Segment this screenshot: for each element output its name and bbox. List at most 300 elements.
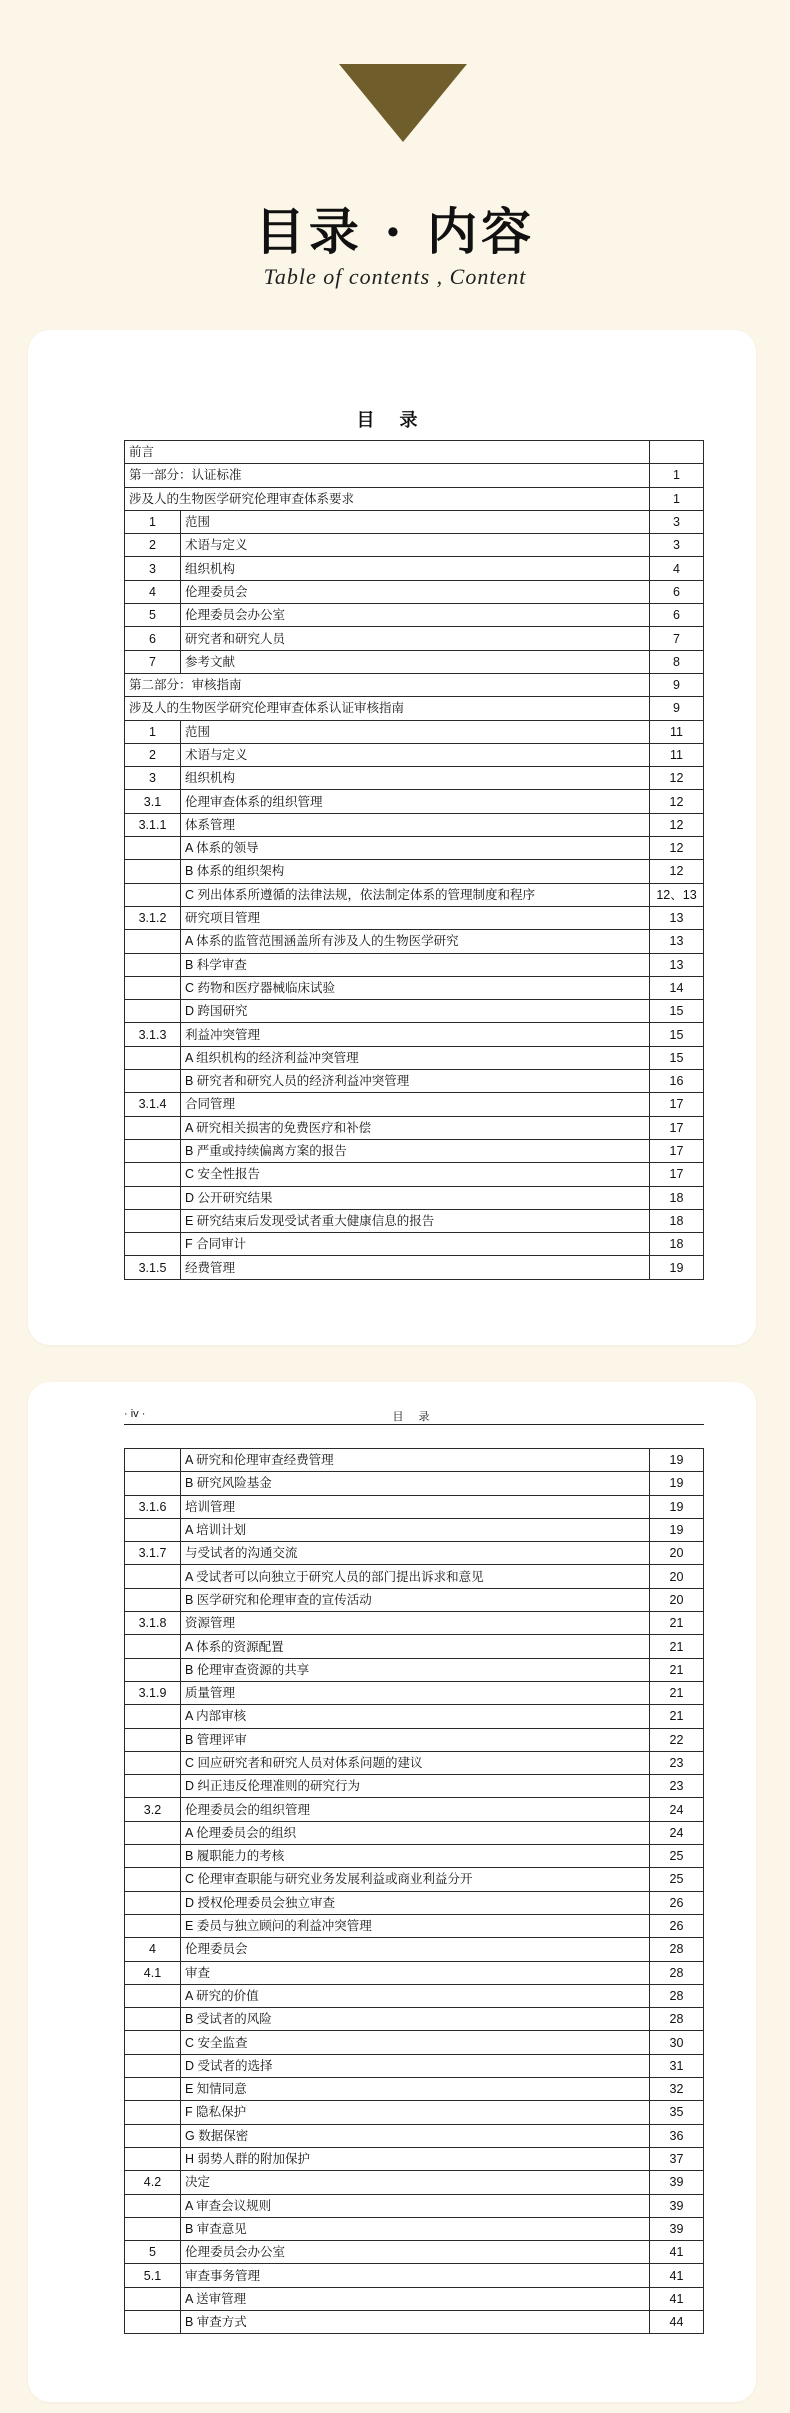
toc-entry-number [125, 2124, 181, 2147]
toc-entry-title: 范围 [181, 720, 650, 743]
toc-entry-title: A 审查会议规则 [181, 2194, 650, 2217]
toc-entry-title: 资源管理 [181, 1612, 650, 1635]
toc-entry-title: F 合同审计 [181, 1233, 650, 1256]
toc-entry-number: 3.1.6 [125, 1495, 181, 1518]
toc-entry-title: A 伦理委员会的组织 [181, 1821, 650, 1844]
toc-entry-title: 合同管理 [181, 1093, 650, 1116]
toc-entry-page: 15 [650, 1000, 704, 1023]
toc-row [125, 510, 704, 533]
toc-entry-title: E 知情同意 [181, 2078, 650, 2101]
toc-entry-page: 24 [650, 1798, 704, 1821]
toc-entry-number: 3.1.1 [125, 813, 181, 836]
toc-entry-title: 第一部分：认证标准 [125, 464, 650, 487]
toc-page-card-1 [28, 330, 756, 1345]
toc-row [125, 580, 704, 603]
toc-entry-title: 伦理委员会 [181, 1938, 650, 1961]
toc-row [125, 2194, 704, 2217]
toc-row [125, 1961, 704, 1984]
toc-row [125, 837, 704, 860]
toc-entry-page: 21 [650, 1612, 704, 1635]
toc-entry-number [125, 1775, 181, 1798]
toc-entry-title: 术语与定义 [181, 534, 650, 557]
toc-row [125, 2171, 704, 2194]
toc-entry-page: 4 [650, 557, 704, 580]
toc-row [125, 1658, 704, 1681]
toc-entry-page: 12、13 [650, 883, 704, 906]
toc-entry-number: 1 [125, 720, 181, 743]
toc-row [125, 1635, 704, 1658]
toc-entry-number [125, 2310, 181, 2333]
toc-entry-page: 28 [650, 1984, 704, 2007]
toc-row [125, 953, 704, 976]
toc-entry-title: 伦理委员会办公室 [181, 604, 650, 627]
toc-row [125, 2264, 704, 2287]
toc-entry-number: 3.1.4 [125, 1093, 181, 1116]
toc-entry-title: 质量管理 [181, 1681, 650, 1704]
toc-entry-number [125, 1116, 181, 1139]
page-subtitle: Table of contents , Content [263, 264, 527, 289]
toc-row [125, 2287, 704, 2310]
toc-entry-page: 37 [650, 2147, 704, 2170]
toc-entry-number [125, 1565, 181, 1588]
toc-row [125, 2008, 704, 2031]
toc-row [125, 1845, 704, 1868]
toc-entry-number [125, 1518, 181, 1541]
toc-entry-page: 39 [650, 2171, 704, 2194]
toc-entry-number [125, 1705, 181, 1728]
toc-entry-page: 17 [650, 1139, 704, 1162]
toc-entry-number: 4 [125, 580, 181, 603]
toc-entry-title: B 审查意见 [181, 2217, 650, 2240]
toc-entry-page: 6 [650, 580, 704, 603]
toc-row [125, 2031, 704, 2054]
page-title: 目录 · 内容 [254, 202, 536, 261]
toc-row [125, 1984, 704, 2007]
toc-entry-page: 39 [650, 2217, 704, 2240]
toc-heading: 目 录 [356, 410, 428, 430]
toc-entry-title: A 送审管理 [181, 2287, 650, 2310]
toc-entry-page: 14 [650, 976, 704, 999]
toc-entry-number [125, 2217, 181, 2240]
toc-row [125, 1186, 704, 1209]
toc-row [125, 2124, 704, 2147]
toc-entry-page: 9 [650, 697, 704, 720]
toc-entry-title: 伦理委员会 [181, 580, 650, 603]
toc-entry-number [125, 883, 181, 906]
toc-entry-number [125, 2078, 181, 2101]
toc-entry-number: 5.1 [125, 2264, 181, 2287]
toc-row [125, 1612, 704, 1635]
toc-entry-page: 35 [650, 2101, 704, 2124]
toc-entry-title: 伦理委员会的组织管理 [181, 1798, 650, 1821]
toc-entry-page: 28 [650, 1961, 704, 1984]
toc-entry-title: A 体系的资源配置 [181, 1635, 650, 1658]
toc-row [125, 1775, 704, 1798]
toc-entry-number [125, 1163, 181, 1186]
toc-entry-title: A 研究和伦理审查经费管理 [181, 1449, 650, 1472]
toc-row [125, 2217, 704, 2240]
toc-entry-page: 19 [650, 1449, 704, 1472]
toc-entry-title: A 组织机构的经济利益冲突管理 [181, 1046, 650, 1069]
toc-entry-number: 3.1.3 [125, 1023, 181, 1046]
toc-entry-title: C 安全监查 [181, 2031, 650, 2054]
toc-entry-page: 32 [650, 2078, 704, 2101]
toc-row [125, 720, 704, 743]
toc-row [125, 627, 704, 650]
toc-entry-title: D 跨国研究 [181, 1000, 650, 1023]
toc-entry-title: 前言 [125, 441, 650, 464]
toc-entry-number: 4 [125, 1938, 181, 1961]
toc-entry-page: 3 [650, 534, 704, 557]
toc-page-card-2 [28, 1382, 756, 2402]
toc-row [125, 673, 704, 696]
toc-entry-number [125, 1139, 181, 1162]
toc-entry-title: 术语与定义 [181, 743, 650, 766]
toc-row [125, 2310, 704, 2333]
toc-row [125, 930, 704, 953]
toc-row [125, 906, 704, 929]
toc-entry-page: 23 [650, 1775, 704, 1798]
toc-entry-title: 利益冲突管理 [181, 1023, 650, 1046]
toc-row [125, 487, 704, 510]
toc-row [125, 1681, 704, 1704]
toc-entry-title: B 严重或持续偏离方案的报告 [181, 1139, 650, 1162]
toc-entry-title: A 体系的监管范围涵盖所有涉及人的生物医学研究 [181, 930, 650, 953]
toc-entry-title: 参考文献 [181, 650, 650, 673]
toc-row [125, 1256, 704, 1279]
toc-entry-title: D 受试者的选择 [181, 2054, 650, 2077]
toc-entry-number [125, 1472, 181, 1495]
toc-row [125, 1821, 704, 1844]
toc-entry-title: B 研究者和研究人员的经济利益冲突管理 [181, 1070, 650, 1093]
toc-entry-page: 20 [650, 1542, 704, 1565]
toc-entry-page: 15 [650, 1046, 704, 1069]
toc-entry-title: A 研究相关损害的免费医疗和补偿 [181, 1116, 650, 1139]
running-head [124, 1408, 704, 1425]
toc-entry-title: A 内部审核 [181, 1705, 650, 1728]
toc-entry-page: 12 [650, 837, 704, 860]
toc-entry-page: 22 [650, 1728, 704, 1751]
toc-row [125, 557, 704, 580]
toc-entry-number [125, 837, 181, 860]
toc-entry-title: E 研究结束后发现受试者重大健康信息的报告 [181, 1209, 650, 1232]
toc-entry-page: 25 [650, 1868, 704, 1891]
toc-entry-page [650, 441, 704, 464]
toc-row [125, 1093, 704, 1116]
toc-entry-page: 41 [650, 2287, 704, 2310]
toc-entry-number: 3.1.9 [125, 1681, 181, 1704]
toc-row [125, 1233, 704, 1256]
toc-entry-number: 3.1.7 [125, 1542, 181, 1565]
toc-entry-title: A 体系的领导 [181, 837, 650, 860]
toc-entry-number: 3.2 [125, 1798, 181, 1821]
toc-entry-page: 28 [650, 1938, 704, 1961]
toc-entry-title: 组织机构 [181, 557, 650, 580]
toc-entry-title: 研究者和研究人员 [181, 627, 650, 650]
toc-row [125, 1209, 704, 1232]
toc-entry-number [125, 1658, 181, 1681]
toc-entry-page: 21 [650, 1658, 704, 1681]
toc-entry-page: 11 [650, 720, 704, 743]
toc-row [125, 1938, 704, 1961]
toc-entry-page: 18 [650, 1209, 704, 1232]
toc-entry-title: 决定 [181, 2171, 650, 2194]
toc-row [125, 1472, 704, 1495]
page-number-label: · iv · [124, 1408, 146, 1420]
toc-entry-page: 41 [650, 2264, 704, 2287]
toc-entry-title: B 医学研究和伦理审查的宣传活动 [181, 1588, 650, 1611]
toc-entry-title: B 受试者的风险 [181, 2008, 650, 2031]
toc-row [125, 1588, 704, 1611]
toc-entry-number: 6 [125, 627, 181, 650]
toc-entry-title: F 隐私保护 [181, 2101, 650, 2124]
toc-entry-number [125, 976, 181, 999]
toc-entry-title: C 药物和医疗器械临床试验 [181, 976, 650, 999]
toc-entry-number [125, 1070, 181, 1093]
toc-row [125, 790, 704, 813]
toc-entry-page: 31 [650, 2054, 704, 2077]
toc-entry-number [125, 2031, 181, 2054]
toc-row [125, 2147, 704, 2170]
toc-row [125, 2078, 704, 2101]
toc-entry-title: 审查 [181, 1961, 650, 1984]
toc-row [125, 883, 704, 906]
toc-entry-number: 4.1 [125, 1961, 181, 1984]
toc-entry-page: 30 [650, 2031, 704, 2054]
toc-row [125, 1728, 704, 1751]
toc-entry-title: C 伦理审查职能与研究业务发展利益或商业利益分开 [181, 1868, 650, 1891]
toc-entry-page: 12 [650, 813, 704, 836]
toc-entry-number: 3 [125, 557, 181, 580]
toc-entry-number [125, 1914, 181, 1937]
toc-entry-page: 20 [650, 1565, 704, 1588]
toc-entry-page: 24 [650, 1821, 704, 1844]
toc-entry-page: 3 [650, 510, 704, 533]
toc-row [125, 441, 704, 464]
toc-entry-number [125, 1046, 181, 1069]
toc-entry-page: 15 [650, 1023, 704, 1046]
toc-entry-number [125, 2054, 181, 2077]
toc-entry-page: 20 [650, 1588, 704, 1611]
toc-entry-title: A 研究的价值 [181, 1984, 650, 2007]
toc-entry-page: 6 [650, 604, 704, 627]
toc-entry-page: 7 [650, 627, 704, 650]
toc-entry-page: 25 [650, 1845, 704, 1868]
toc-entry-number [125, 1635, 181, 1658]
toc-entry-title: B 科学审查 [181, 953, 650, 976]
toc-row [125, 2241, 704, 2264]
toc-entry-page: 17 [650, 1163, 704, 1186]
toc-entry-page: 28 [650, 2008, 704, 2031]
toc-row [125, 1046, 704, 1069]
toc-row [125, 1163, 704, 1186]
toc-entry-title: 研究项目管理 [181, 906, 650, 929]
toc-entry-page: 1 [650, 487, 704, 510]
toc-entry-title: C 列出体系所遵循的法律法规，依法制定体系的管理制度和程序 [181, 883, 650, 906]
toc-entry-page: 9 [650, 673, 704, 696]
toc-entry-title: 培训管理 [181, 1495, 650, 1518]
toc-entry-page: 23 [650, 1751, 704, 1774]
toc-entry-page: 19 [650, 1472, 704, 1495]
toc-entry-number [125, 1984, 181, 2007]
toc-entry-page: 26 [650, 1914, 704, 1937]
toc-entry-title: C 回应研究者和研究人员对体系问题的建议 [181, 1751, 650, 1774]
toc-entry-title: 第二部分：审核指南 [125, 673, 650, 696]
toc-entry-page: 13 [650, 930, 704, 953]
toc-entry-page: 19 [650, 1518, 704, 1541]
toc-entry-number [125, 1186, 181, 1209]
toc-row [125, 1495, 704, 1518]
toc-entry-number [125, 1728, 181, 1751]
toc-entry-page: 13 [650, 906, 704, 929]
toc-row [125, 1070, 704, 1093]
toc-row [125, 2101, 704, 2124]
toc-row [125, 1891, 704, 1914]
toc-entry-page: 17 [650, 1093, 704, 1116]
toc-row [125, 2054, 704, 2077]
toc-entry-title: D 纠正违反伦理准则的研究行为 [181, 1775, 650, 1798]
toc-entry-title: B 履职能力的考核 [181, 1845, 650, 1868]
toc-entry-number: 5 [125, 2241, 181, 2264]
toc-entry-page: 18 [650, 1233, 704, 1256]
toc-entry-number [125, 860, 181, 883]
toc-entry-number [125, 2008, 181, 2031]
toc-entry-number [125, 2287, 181, 2310]
toc-entry-number: 3.1.5 [125, 1256, 181, 1279]
toc-row [125, 1023, 704, 1046]
toc-entry-title: B 管理评审 [181, 1728, 650, 1751]
toc-entry-title: B 研究风险基金 [181, 1472, 650, 1495]
toc-row [125, 534, 704, 557]
decorative-triangle-icon [339, 64, 467, 142]
running-title: 目 录 [392, 1411, 436, 1423]
toc-entry-title: 涉及人的生物医学研究伦理审查体系要求 [125, 487, 650, 510]
toc-entry-number [125, 2101, 181, 2124]
toc-row [125, 1565, 704, 1588]
toc-entry-number [125, 1449, 181, 1472]
toc-row [125, 813, 704, 836]
toc-entry-title: B 伦理审查资源的共享 [181, 1658, 650, 1681]
toc-row [125, 464, 704, 487]
toc-entry-number: 3.1 [125, 790, 181, 813]
toc-entry-page: 12 [650, 860, 704, 883]
toc-entry-title: E 委员与独立顾问的利益冲突管理 [181, 1914, 650, 1937]
toc-entry-number: 3.1.8 [125, 1612, 181, 1635]
toc-row [125, 1914, 704, 1937]
toc-entry-title: 审查事务管理 [181, 2264, 650, 2287]
toc-table-2 [124, 1448, 704, 2334]
toc-entry-number [125, 1821, 181, 1844]
toc-entry-number [125, 2147, 181, 2170]
toc-entry-page: 19 [650, 1495, 704, 1518]
toc-entry-number [125, 1588, 181, 1611]
toc-entry-page: 21 [650, 1635, 704, 1658]
toc-entry-title: 与受试者的沟通交流 [181, 1542, 650, 1565]
toc-row [125, 604, 704, 627]
toc-row [125, 1518, 704, 1541]
toc-row [125, 1000, 704, 1023]
toc-row [125, 1705, 704, 1728]
toc-entry-number: 4.2 [125, 2171, 181, 2194]
toc-row [125, 743, 704, 766]
toc-row [125, 767, 704, 790]
toc-entry-title: B 审查方式 [181, 2310, 650, 2333]
toc-entry-number [125, 1000, 181, 1023]
toc-entry-page: 41 [650, 2241, 704, 2264]
toc-row [125, 697, 704, 720]
toc-entry-page: 36 [650, 2124, 704, 2147]
toc-row [125, 976, 704, 999]
toc-entry-number: 1 [125, 510, 181, 533]
toc-row [125, 1116, 704, 1139]
toc-entry-page: 13 [650, 953, 704, 976]
toc-row [125, 1542, 704, 1565]
toc-row [125, 1868, 704, 1891]
toc-entry-page: 18 [650, 1186, 704, 1209]
toc-entry-number: 3 [125, 767, 181, 790]
toc-row [125, 1798, 704, 1821]
toc-entry-number: 7 [125, 650, 181, 673]
toc-entry-title: 伦理委员会办公室 [181, 2241, 650, 2264]
toc-entry-page: 21 [650, 1681, 704, 1704]
toc-entry-number [125, 1751, 181, 1774]
toc-entry-title: A 培训计划 [181, 1518, 650, 1541]
toc-entry-page: 17 [650, 1116, 704, 1139]
toc-entry-number [125, 1233, 181, 1256]
toc-entry-number: 3.1.2 [125, 906, 181, 929]
toc-entry-number [125, 1868, 181, 1891]
toc-entry-page: 12 [650, 767, 704, 790]
toc-entry-page: 44 [650, 2310, 704, 2333]
toc-entry-title: 组织机构 [181, 767, 650, 790]
toc-entry-title: 范围 [181, 510, 650, 533]
toc-entry-number [125, 930, 181, 953]
toc-entry-title: H 弱势人群的附加保护 [181, 2147, 650, 2170]
toc-entry-number: 5 [125, 604, 181, 627]
toc-row [125, 860, 704, 883]
toc-entry-title: C 安全性报告 [181, 1163, 650, 1186]
toc-entry-title: 体系管理 [181, 813, 650, 836]
toc-entry-title: 经费管理 [181, 1256, 650, 1279]
toc-entry-number: 2 [125, 534, 181, 557]
toc-entry-page: 1 [650, 464, 704, 487]
toc-entry-page: 12 [650, 790, 704, 813]
toc-entry-page: 8 [650, 650, 704, 673]
toc-entry-title: D 授权伦理委员会独立审查 [181, 1891, 650, 1914]
toc-entry-page: 16 [650, 1070, 704, 1093]
toc-entry-title: B 体系的组织架构 [181, 860, 650, 883]
toc-row [125, 1449, 704, 1472]
toc-entry-page: 26 [650, 1891, 704, 1914]
toc-entry-number [125, 2194, 181, 2217]
toc-entry-title: G 数据保密 [181, 2124, 650, 2147]
toc-entry-number [125, 953, 181, 976]
toc-entry-title: D 公开研究结果 [181, 1186, 650, 1209]
toc-entry-title: 伦理审查体系的组织管理 [181, 790, 650, 813]
toc-entry-page: 19 [650, 1256, 704, 1279]
toc-entry-title: A 受试者可以向独立于研究人员的部门提出诉求和意见 [181, 1565, 650, 1588]
toc-entry-number [125, 1845, 181, 1868]
toc-row [125, 1751, 704, 1774]
toc-entry-number: 2 [125, 743, 181, 766]
toc-entry-page: 21 [650, 1705, 704, 1728]
toc-entry-page: 39 [650, 2194, 704, 2217]
toc-entry-number [125, 1209, 181, 1232]
toc-row [125, 650, 704, 673]
toc-entry-number [125, 1891, 181, 1914]
toc-entry-page: 11 [650, 743, 704, 766]
toc-entry-title: 涉及人的生物医学研究伦理审查体系认证审核指南 [125, 697, 650, 720]
